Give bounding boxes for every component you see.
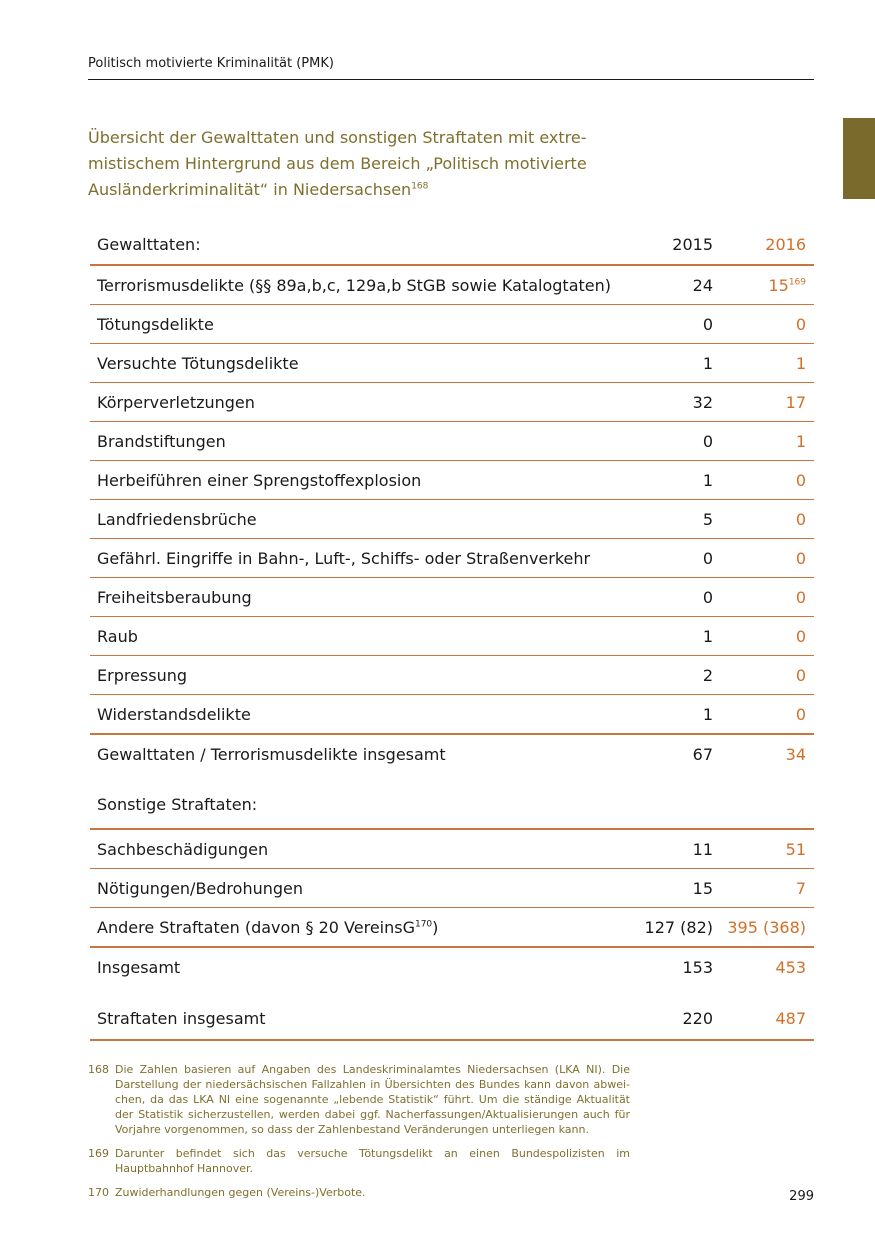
row-value-2015: 1 (702, 627, 713, 646)
row-label: Herbeiführen einer Sprengstoffexplosion (97, 471, 422, 490)
table-row (90, 656, 814, 695)
row-label: Erpressung (97, 666, 188, 685)
footnote-text: Zuwiderhandlungen gegen (Vereins-)Verbote. (115, 1186, 366, 1199)
footnote-number: 169 (88, 1147, 109, 1160)
table-title (88, 125, 628, 203)
row-value-2015: 153 (682, 958, 713, 977)
other-total-row (90, 946, 814, 987)
footnote-text: Die Zahlen basieren auf Angaben des Landeskriminalamtes Niedersachsen (LKA NI). Die Darstellung der niedersächsischen Fallzahlen in Übersichten des Bundes kann davon abwei-chen, da das LKA NI eine sogenannte „lebende Statistik“ führt. Um die ständige Aktualität der Statistik sicherzustellen, werden dabei ggf. Nacherfassungen/Aktualisierungen auch für Vorjahre vorgenommen, so dass der Zahlenbestand Veränderungen unterliegen kann. (115, 1063, 630, 1136)
table-row (90, 500, 814, 539)
row-value-2016: 0 (795, 627, 806, 646)
grand-total-row (90, 987, 814, 1041)
row-value-2015: 1 (702, 705, 713, 724)
row-value-2016: 1 (795, 432, 806, 451)
title-line-1: Übersicht der Gewalttaten und sonstigen Straftaten mit extre- (88, 128, 587, 147)
header-2016: 2016 (765, 235, 806, 254)
chapter-tab (843, 118, 875, 199)
row-value-2015: 32 (692, 393, 713, 412)
header-2015: 2015 (672, 235, 713, 254)
row-value-2016: 395 (368) (727, 918, 806, 937)
footnote-number: 170 (88, 1186, 109, 1199)
row-value-2015: 1 (702, 354, 713, 373)
row-value-2015: 11 (692, 840, 713, 859)
row-value-2016: 51 (785, 840, 806, 859)
row-value-2016: 0 (795, 549, 806, 568)
title-footnote-ref: 168 (411, 181, 429, 192)
table-row (90, 344, 814, 383)
header-label: Gewalttaten: (97, 235, 201, 254)
row-value-2016: 7 (795, 879, 806, 898)
table-row (90, 908, 814, 946)
row-value-2016: $15^{169}$ (768, 276, 806, 295)
row-value-2016: 17 (785, 393, 806, 412)
row-value-2016: 0 (795, 315, 806, 334)
table-row (90, 461, 814, 500)
row-value-2016: 453 (775, 958, 806, 977)
section-label: Sonstige Straftaten: (97, 795, 258, 814)
table-header-row (90, 226, 814, 266)
page-number: 299 (789, 1189, 814, 1204)
footnote-ref: 169 (788, 277, 806, 288)
row-label: Terrorismusdelikte (§§ 89a,b,c, 129a,b StGB sowie Katalogtaten) (97, 276, 611, 295)
row-label: Freiheitsberaubung (97, 588, 252, 607)
row-label: Gefährl. Eingriffe in Bahn-, Luft-, Schiffs- oder Straßenverkehr (97, 549, 591, 568)
row-value-2015: 15 (692, 879, 713, 898)
running-head: Politisch motivierte Kriminalität (PMK) (88, 56, 814, 80)
table-row (90, 266, 814, 305)
row-value-2016: 0 (795, 588, 806, 607)
table-row (90, 830, 814, 869)
row-value-2016: 0 (795, 666, 806, 685)
row-value-2015: 5 (702, 510, 713, 529)
row-label: Nötigungen/Bedrohungen (97, 879, 303, 898)
row-label: Andere Straftaten (davon § 20 VereinsG$^{170}$) (97, 918, 439, 937)
row-label: Körperverletzungen (97, 393, 255, 412)
row-value-2016: 487 (775, 1009, 806, 1028)
row-value-2015: 2 (702, 666, 713, 685)
table-row (90, 422, 814, 461)
table-row (90, 695, 814, 733)
title-line-3: Ausländerkriminalität“ in Niedersachsen$^{168}$ (88, 180, 429, 199)
statistics-table (90, 226, 814, 1041)
table-row (90, 539, 814, 578)
row-value-2015: 67 (692, 745, 713, 764)
table-row (90, 305, 814, 344)
row-value-2016: 34 (785, 745, 806, 764)
row-value-2015: 24 (692, 276, 713, 295)
footnote (88, 1146, 630, 1176)
row-value-2015: 0 (702, 432, 713, 451)
row-value-2016: 0 (795, 510, 806, 529)
footnote-text: Darunter befindet sich das versuche Tötungsdelikt an einen Bundespolizisten im Hauptbahnhof Hannover. (115, 1147, 630, 1175)
row-value-2016: 0 (795, 705, 806, 724)
table-row (90, 617, 814, 656)
row-label: Straftaten insgesamt (97, 1009, 266, 1028)
footnote-ref: 170 (414, 919, 433, 930)
title-line-2: mistischem Hintergrund aus dem Bereich „Politisch motivierte (88, 154, 587, 173)
footnote (88, 1062, 630, 1137)
row-label: Tötungsdelikte (97, 315, 214, 334)
row-label: Insgesamt (97, 958, 181, 977)
row-label: Landfriedensbrüche (97, 510, 257, 529)
row-value-2015: 1 (702, 471, 713, 490)
table-row (90, 869, 814, 908)
other-offences-header-row (90, 773, 814, 830)
row-value-2015: 0 (702, 588, 713, 607)
row-value-2016: 1 (795, 354, 806, 373)
row-value-2016: 0 (795, 471, 806, 490)
row-label: Raub (97, 627, 138, 646)
footnotes (88, 1062, 630, 1209)
row-value-2015: 127 (82) (644, 918, 713, 937)
row-value-2015: 0 (702, 549, 713, 568)
footnote-number: 168 (88, 1063, 109, 1076)
row-label: Gewalttaten / Terrorismusdelikte insgesamt (97, 745, 446, 764)
table-row (90, 383, 814, 422)
row-value-2015: 0 (702, 315, 713, 334)
row-label: Widerstandsdelikte (97, 705, 251, 724)
row-label: Sachbeschädigungen (97, 840, 269, 859)
row-label: Brandstiftungen (97, 432, 226, 451)
footnote (88, 1185, 630, 1200)
violent-total-row (90, 733, 814, 773)
row-label: Versuchte Tötungsdelikte (97, 354, 299, 373)
table-row (90, 578, 814, 617)
row-value-2015: 220 (682, 1009, 713, 1028)
